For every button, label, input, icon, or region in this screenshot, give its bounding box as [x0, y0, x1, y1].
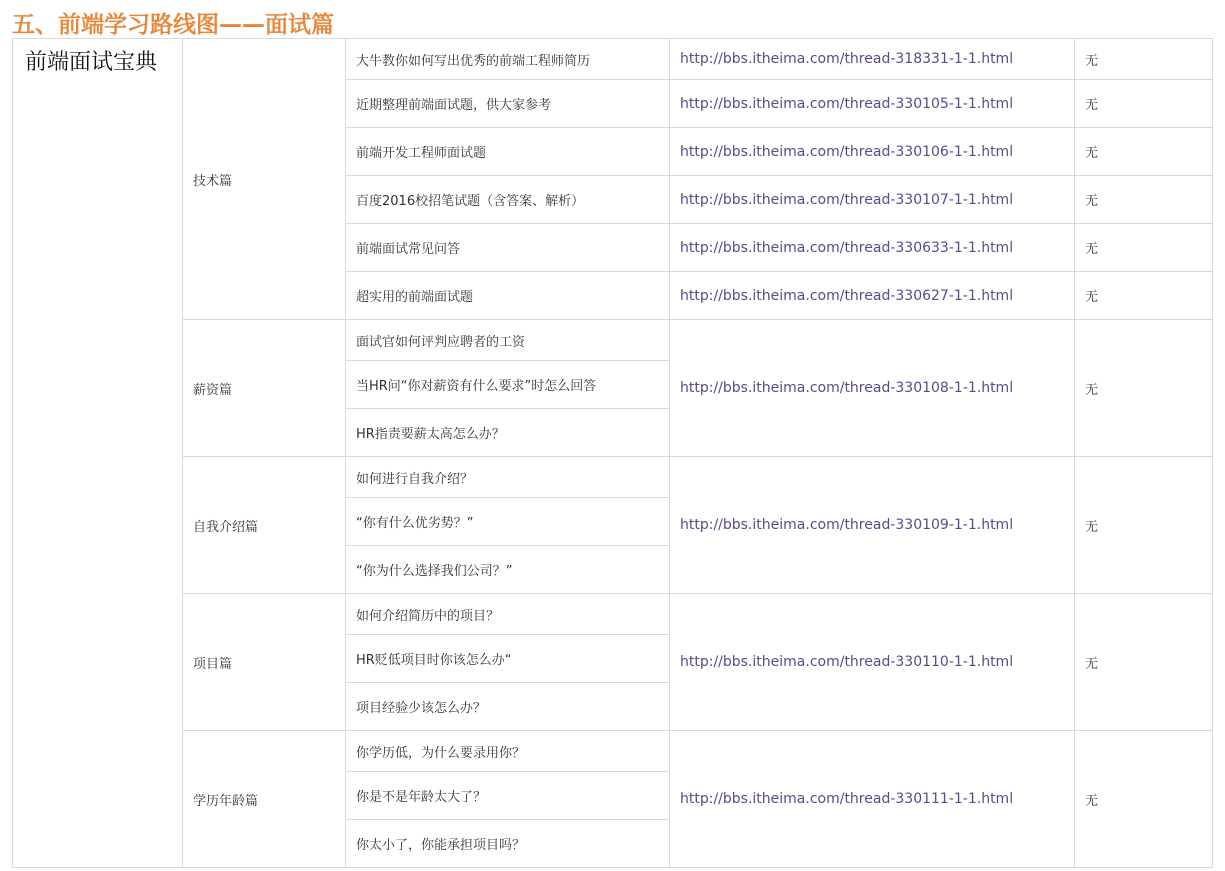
question-title: 当HR问“你对薪资有什么要求”时怎么回答	[346, 361, 670, 409]
question-title: 近期整理前端面试题，供大家参考	[346, 80, 670, 128]
thread-link[interactable]: http://bbs.itheima.com/thread-330107-1-1.html	[670, 176, 1075, 224]
table-row	[13, 39, 1213, 80]
question-title: 超实用的前端面试题	[346, 272, 670, 320]
thread-link[interactable]: http://bbs.itheima.com/thread-330105-1-1.html	[670, 80, 1075, 128]
note-cell: 无	[1075, 731, 1213, 868]
note-cell: 无	[1075, 176, 1213, 224]
note-cell: 无	[1075, 80, 1213, 128]
page-title: 五、前端学习路线图——面试篇	[12, 12, 334, 38]
note-cell: 无	[1075, 457, 1213, 594]
category-cell: 技术篇	[183, 39, 346, 320]
note-cell: 无	[1075, 320, 1213, 457]
thread-link[interactable]: http://bbs.itheima.com/thread-330627-1-1.html	[670, 272, 1075, 320]
table-row	[13, 731, 1213, 772]
question-title: 前端面试常见问答	[346, 224, 670, 272]
section-title: 前端面试宝典	[13, 39, 183, 868]
question-title: 如何介绍简历中的项目？	[346, 594, 670, 635]
interview-guide-table	[12, 38, 1213, 868]
category-cell: 自我介绍篇	[183, 457, 346, 594]
question-title: 面试官如何评判应聘者的工资	[346, 320, 670, 361]
question-title: “你有什么优劣势？”	[346, 498, 670, 546]
question-title: 你太小了，你能承担项目吗？	[346, 820, 670, 868]
question-title: 你学历低，为什么要录用你？	[346, 731, 670, 772]
thread-link[interactable]: http://bbs.itheima.com/thread-330111-1-1.html	[670, 731, 1075, 868]
thread-link[interactable]: http://bbs.itheima.com/thread-318331-1-1.html	[670, 39, 1075, 80]
question-title: 大牛教你如何写出优秀的前端工程师简历	[346, 39, 670, 80]
note-cell: 无	[1075, 272, 1213, 320]
question-title: 百度2016校招笔试题（含答案、解析）	[346, 176, 670, 224]
note-cell: 无	[1075, 594, 1213, 731]
table-row	[13, 320, 1213, 361]
question-title: 前端开发工程师面试题	[346, 128, 670, 176]
thread-link[interactable]: http://bbs.itheima.com/thread-330110-1-1.html	[670, 594, 1075, 731]
question-title: 项目经验少该怎么办？	[346, 683, 670, 731]
note-cell: 无	[1075, 39, 1213, 80]
note-cell: 无	[1075, 224, 1213, 272]
category-cell: 薪资篇	[183, 320, 346, 457]
question-title: 如何进行自我介绍？	[346, 457, 670, 498]
table-row	[13, 594, 1213, 635]
thread-link[interactable]: http://bbs.itheima.com/thread-330109-1-1.html	[670, 457, 1075, 594]
question-title: “你为什么选择我们公司？”	[346, 546, 670, 594]
category-cell: 项目篇	[183, 594, 346, 731]
category-cell: 学历年龄篇	[183, 731, 346, 868]
thread-link[interactable]: http://bbs.itheima.com/thread-330633-1-1.html	[670, 224, 1075, 272]
question-title: 你是不是年龄太大了？	[346, 772, 670, 820]
thread-link[interactable]: http://bbs.itheima.com/thread-330108-1-1.html	[670, 320, 1075, 457]
thread-link[interactable]: http://bbs.itheima.com/thread-330106-1-1.html	[670, 128, 1075, 176]
note-cell: 无	[1075, 128, 1213, 176]
table-row	[13, 457, 1213, 498]
question-title: HR指责要薪太高怎么办？	[346, 409, 670, 457]
question-title: HR贬低项目时你该怎么办“	[346, 635, 670, 683]
